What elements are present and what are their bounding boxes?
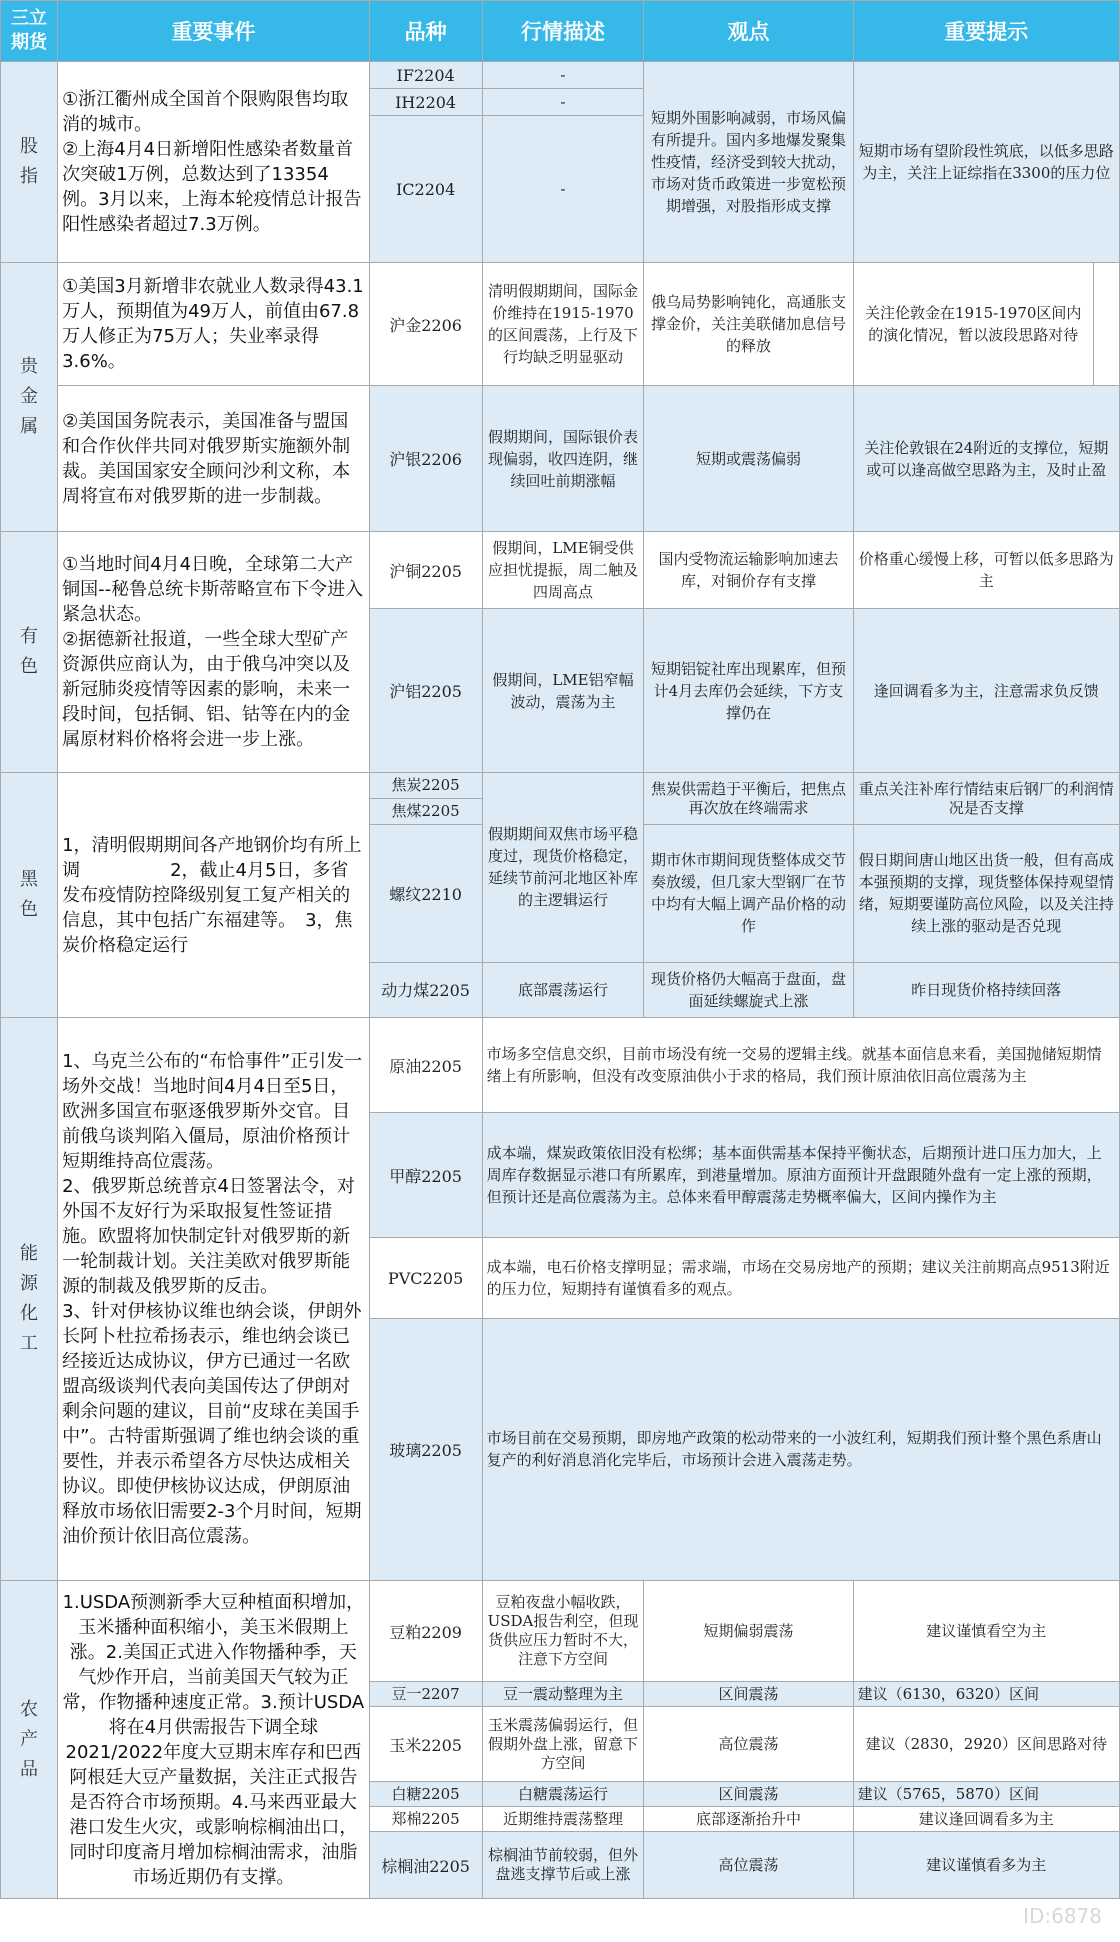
agri-tip-cotton: 建议逢回调看多为主 [853,1807,1119,1832]
precious-events-1: ①美国3月新增非农就业人数录得43.1万人，预期值为49万人，前值由67.8万人修正为75万人；失业率录得3.6%。 [58,263,370,386]
agri-tip-soy: 建议（6130，6320）区间 [853,1682,1119,1707]
nonferrous-view-al: 短期铝锭社库出现累库，但预计4月去库仍会延续，下方支撑仍在 [644,609,853,773]
agri-tip-corn: 建议（2830，2920）区间思路对待 [853,1707,1119,1782]
energy-row-1 [1,1018,1120,1113]
precious-spacer [1093,263,1119,386]
equity-code-ih: IH2204 [369,89,482,116]
agri-view-soy: 区间震荡 [644,1682,853,1707]
agri-tip-palm: 建议谨慎看多为主 [853,1832,1119,1899]
black-tip-thermalcoal: 昨日现货价格持续回落 [853,962,1119,1018]
energy-code-crude: 原油2205 [369,1018,482,1113]
black-tip-1: 重点关注补库行情结束后钢厂的利润情况是否支撑 [853,773,1119,825]
agri-desc-cotton: 近期维持震荡整理 [482,1807,644,1832]
watermark: ID:6878 [1023,1904,1102,1928]
energy-text-pvc: 成本端，电石价格支撑明显；需求端，市场在交易房地产的预期；建议关注前期高点9513附近的压力位，短期持有谨慎看多的观点。 [482,1238,1119,1318]
header-variety: 品种 [369,1,482,62]
precious-code-silver: 沪银2206 [369,386,482,532]
precious-view-silver: 短期或震荡偏弱 [644,386,853,532]
header-market: 行情描述 [482,1,644,62]
nonferrous-tip-cu: 价格重心缓慢上移，可暂以低多思路为主 [853,532,1119,609]
equity-code-if: IF2204 [369,62,482,89]
black-code-cokingcoal: 焦煤2205 [369,799,482,825]
equity-desc-if: - [482,62,644,89]
agri-view-corn: 高位震荡 [644,1707,853,1782]
header-tips: 重要提示 [853,1,1119,62]
precious-code-gold: 沪金2206 [369,263,482,386]
nonferrous-desc-cu: 假期间，LME铜受供应担忧提振，周二触及四周高点 [482,532,644,609]
sector-precious: 贵金属 [1,263,58,532]
equity-row-1 [1,62,1120,89]
equity-desc-ih: - [482,89,644,116]
agri-desc-sugar: 白糖震荡运行 [482,1782,644,1807]
energy-text-crude: 市场多空信息交织，目前市场没有统一交易的逻辑主线。就基本面信息来看，美国抛储短期情绪上有所影响，但没有改变原油供小于求的格局，我们预计原油依旧高位震荡为主 [482,1018,1119,1113]
black-events: 1，清明假期期间各产地钢价均有所上调 2，截止4月5日，多省发布疫情防控降级别复工复产相关的信息，其中包括广东福建等。 3，焦炭价格稳定运行 [58,773,370,1018]
precious-desc-silver: 假期期间，国际银价表现偏弱，收四连阴，继续回吐前期涨幅 [482,386,644,532]
black-desc: 假期期间双焦市场平稳度过，现货价格稳定，延续节前河北地区补库的主逻辑运行 [482,773,644,963]
precious-events-2: ②美国国务院表示，美国准备与盟国和合作伙伴共同对俄罗斯实施额外制裁。美国国家安全顾问沙利文称，本周将宣布对俄罗斯的进一步制裁。 [58,386,370,532]
sector-agri: 农产品 [1,1581,58,1899]
black-desc-thermalcoal: 底部震荡运行 [482,962,644,1018]
black-code-rebar: 螺纹2210 [369,825,482,962]
sector-nonferrous: 有色 [1,532,58,773]
agri-events: 1.USDA预测新季大豆种植面积增加，玉米播种面积缩小，美玉米假期上涨。2.美国正式进入作物播种季，天气炒作开启，当前美国天气较为正常，作物播种速度正常。3.预计USDA将在4月供需报告下调全球2021/2022年度大豆期末库存和巴西阿根廷大豆产量数据，关注正式报告是否符合市场预期。4.马来西亚最大港口发生火灾，或影响棕榈油出口，同时印度斋月增加棕榈油需求，油脂市场近期仍有支撑。 [58,1581,370,1899]
sector-black: 黑色 [1,773,58,1018]
energy-code-glass: 玻璃2205 [369,1318,482,1580]
energy-code-pvc: PVC2205 [369,1238,482,1318]
sector-energy: 能源化工 [1,1018,58,1581]
black-code-coke: 焦炭2205 [369,773,482,799]
agri-view-palm: 高位震荡 [644,1832,853,1899]
precious-tip-gold: 关注伦敦金在1915-1970区间内的演化情况，暂以波段思路对待 [853,263,1093,386]
equity-view: 短期外围影响减弱，市场风偏有所提升。国内多地爆发聚集性疫情，经济受到较大扰动，市场对货币政策进一步宽松预期增强，对股指形成支撑 [644,62,853,263]
agri-desc-palm: 棕榈油节前较弱，但外盘逃支撑节后或上涨 [482,1832,644,1899]
equity-tip: 短期市场有望阶段性筑底，以低多思路为主，关注上证综指在3300的压力位 [853,62,1119,263]
precious-view-gold: 俄乌局势影响钝化，高通胀支撑金价，关注美联储加息信号的释放 [644,263,853,386]
agri-view-cotton: 底部逐渐抬升中 [644,1807,853,1832]
energy-text-methanol: 成本端，煤炭政策依旧没有松绑；基本面供需基本保持平衡状态，后期预计进口压力加大，上周库存数据显示港口有所累库，到港量增加。原油方面预计开盘跟随外盘有一定上涨的预期，但预计还是高位震荡为主。总体来看甲醇震荡走势概率偏大，区间内操作为主 [482,1113,1119,1238]
equity-desc-ic: - [482,116,644,263]
agri-desc-soy: 豆一震动整理为主 [482,1682,644,1707]
equity-events: ①浙江衢州成全国首个限购限售均取消的城市。 ②上海4月4日新增阳性感染者数量首次突破1万例，总数达到了13354例。3月以来，上海本轮疫情总计报告阳性感染者超过7.3万例。 [58,62,370,263]
agri-row-1 [1,1581,1120,1682]
header-view: 观点 [644,1,853,62]
nonferrous-row-1 [1,532,1120,609]
header-events: 重要事件 [58,1,370,62]
nonferrous-view-cu: 国内受物流运输影响加速去库，对铜价存有支撑 [644,532,853,609]
precious-desc-gold: 清明假期期间，国际金价维持在1915-1970的区间震荡，上行及下行均缺乏明显驱动 [482,263,644,386]
precious-tip-silver: 关注伦敦银在24附近的支撑位，短期或可以逢高做空思路为主，及时止盈 [853,386,1119,532]
energy-events: 1、乌克兰公布的“布恰事件”正引发一场外交战！当地时间4月4日至5日，欧洲多国宣布驱逐俄罗斯外交官。目前俄乌谈判陷入僵局，原油价格预计短期维持高位震荡。 2、俄罗斯总统普京4日签署法令，对外国不友好行为采取报复性签证措施。欧盟将加快制定针对俄罗斯的新一轮制裁计划。关注美欧对俄罗斯能源的制裁及俄罗斯的反击。 3、针对伊核协议维也纳会谈，伊朗外长阿卜杜拉希扬表示，维也纳会谈已经接近达成协议，伊方已通过一名欧盟高级谈判代表向美国传达了伊朗对剩余问题的建议，目前“皮球在美国手中”。古特雷斯强调了维也纳会谈的重要性，并表示希望各方尽快达成相关协议。即使伊核协议达成，伊朗原油释放市场依旧需要2-3个月时间，短期油价预计依旧高位震荡。 [58,1018,370,1581]
agri-code-meal: 豆粕2209 [369,1581,482,1682]
agri-desc-corn: 玉米震荡偏弱运行，但假期外盘上涨，留意下方空间 [482,1707,644,1782]
agri-view-meal: 短期偏弱震荡 [644,1581,853,1682]
black-view-1: 焦炭供需趋于平衡后，把焦点再次放在终端需求 [644,773,853,825]
black-code-thermalcoal: 动力煤2205 [369,962,482,1018]
header-corner: 三立 期货 [1,1,58,62]
agri-code-palm: 棕榈油2205 [369,1832,482,1899]
precious-row-2 [1,386,1120,532]
black-view-2: 期市休市期间现货整体成交节奏放缓，但几家大型钢厂在节中均有大幅上调产品价格的动作 [644,825,853,962]
agri-tip-meal: 建议谨慎看空为主 [853,1581,1119,1682]
nonferrous-events: ①当地时间4月4日晚，全球第二大产铜国--秘鲁总统卡斯蒂略宣布下令进入紧急状态。 ②据德新社报道，一些全球大型矿产资源供应商认为，由于俄乌冲突以及新冠肺炎疫情等因素的影响，未来一段时间，包括铜、铝、钴等在内的金属原材料价格将会进一步上涨。 [58,532,370,773]
agri-view-sugar: 区间震荡 [644,1782,853,1807]
energy-text-glass: 市场目前在交易预期，即房地产政策的松动带来的一小波红利，短期我们预计整个黑色系唐山复产的利好消息消化完毕后，市场预计会进入震荡走势。 [482,1318,1119,1580]
agri-code-cotton: 郑棉2205 [369,1807,482,1832]
black-tip-2: 假日期间唐山地区出货一般，但有高成本强预期的支撑，现货整体保持观望情绪，短期要谨防高位风险，以及关注持续上涨的驱动是否兑现 [853,825,1119,962]
nonferrous-code-al: 沪铝2205 [369,609,482,773]
black-view-thermalcoal: 现货价格仍大幅高于盘面，盘面延续螺旋式上涨 [644,962,853,1018]
agri-desc-meal: 豆粕夜盘小幅收跌，USDA报告利空，但现货供应压力暂时不大，注意下方空间 [482,1581,644,1682]
energy-code-methanol: 甲醇2205 [369,1113,482,1238]
nonferrous-tip-al: 逢回调看多为主，注意需求负反馈 [853,609,1119,773]
precious-row-1 [1,263,1120,386]
black-row-1 [1,773,1120,799]
agri-code-corn: 玉米2205 [369,1707,482,1782]
equity-code-ic: IC2204 [369,116,482,263]
agri-code-soy: 豆一2207 [369,1682,482,1707]
header-row [1,1,1120,62]
nonferrous-desc-al: 假期间，LME铝窄幅波动，震荡为主 [482,609,644,773]
nonferrous-code-cu: 沪铜2205 [369,532,482,609]
sector-equity: 股指 [1,62,58,263]
agri-tip-sugar: 建议（5765，5870）区间 [853,1782,1119,1807]
agri-code-sugar: 白糖2205 [369,1782,482,1807]
